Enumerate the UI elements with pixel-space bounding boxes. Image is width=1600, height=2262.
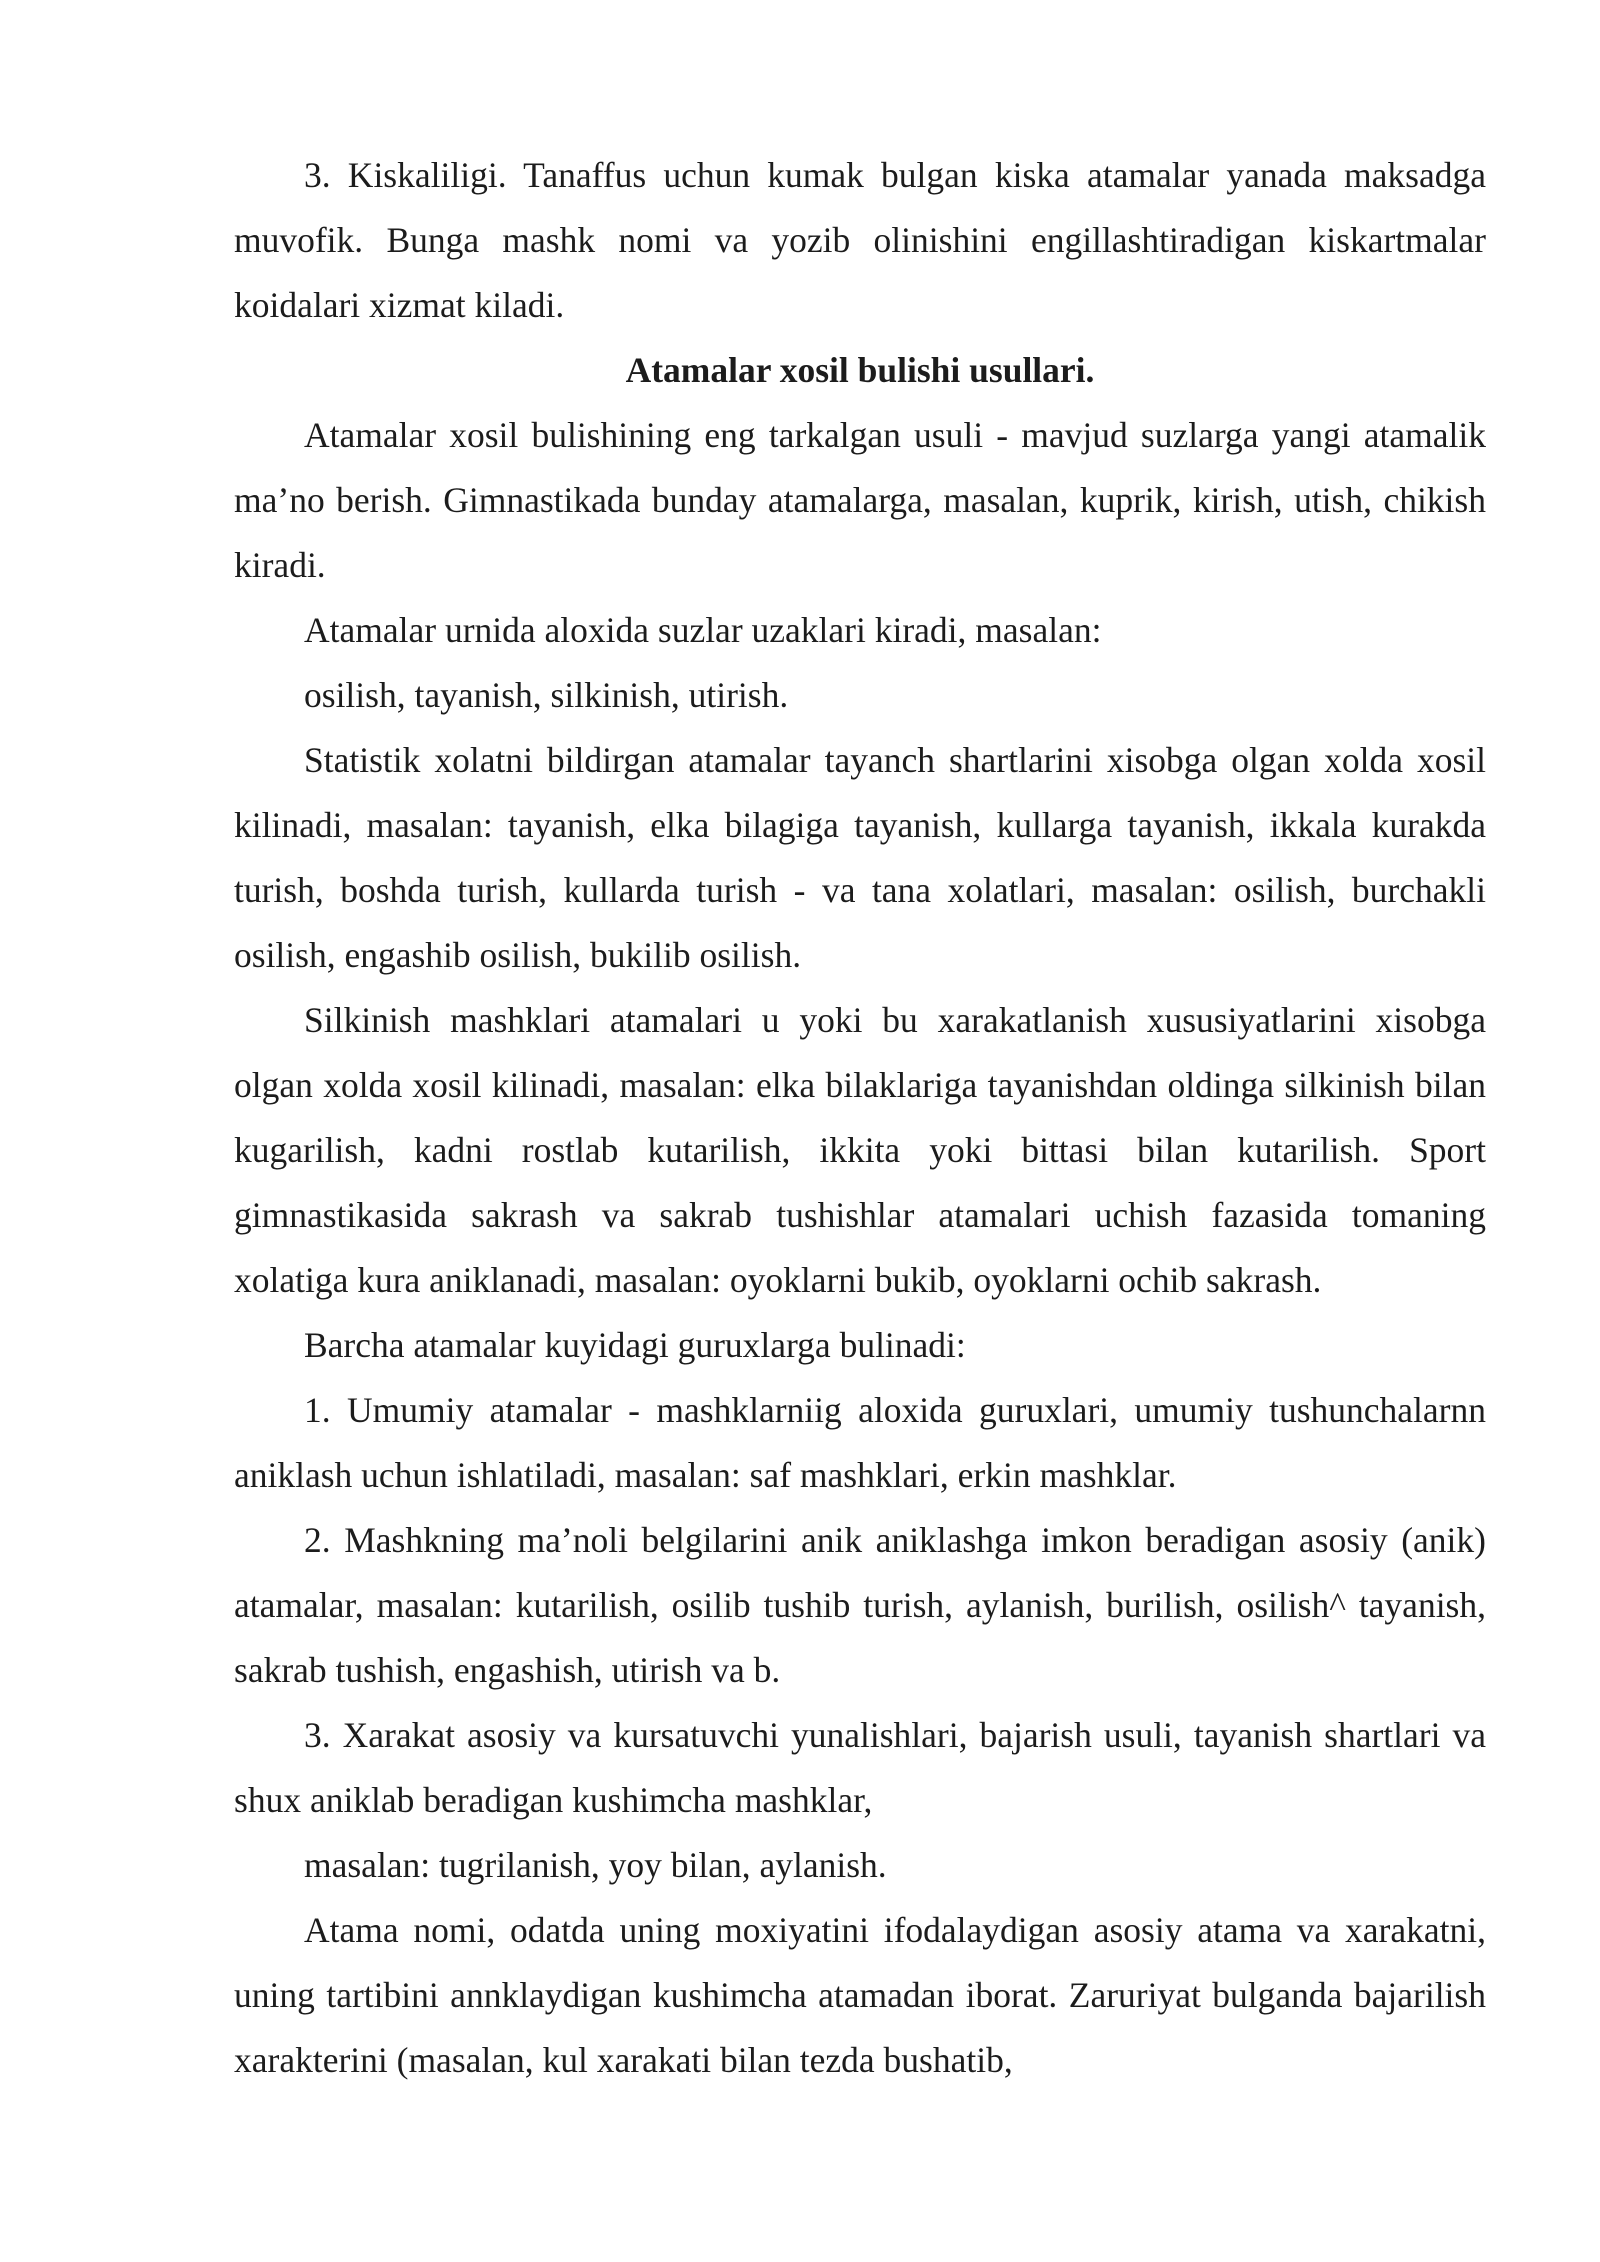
section-heading: Atamalar xosil bulishi usullari.: [625, 350, 1095, 390]
paragraph-kiskaliligi: 3. Kiskaliligi. Tanaffus uchun kumak bulgan kiska atamalar yanada maksadga muvofik. Bunga mashk nomi va yozib olinishini engillashtiradigan kiskartmalar koidalari xizmat kiladi.: [234, 155, 1486, 325]
paragraph-guruxlar-intro: Barcha atamalar kuyidagi guruxlarga bulinadi:: [304, 1325, 966, 1365]
paragraph-suzlar-uzaklari: Atamalar urnida aloxida suzlar uzaklari kiradi, masalan:: [304, 610, 1102, 650]
list-item-umumiy-atamalar: 1. Umumiy atamalar - mashklarniig aloxida guruxlari, umumiy tushunchalarnn aniklash uchun ishlatiladi, masalan: saf mashklari, erkin mashklar.: [234, 1390, 1486, 1495]
list-item-asosiy-atamalar: 2. Mashkning ma’noli belgilarini anik aniklashga imkon beradigan asosiy (anik) atamalar, masalan: kutarilish, osilib tushib turish, aylanish, burilish, osilish^ tayanish, sakrab tushish, engashish, utirish va b.: [234, 1520, 1486, 1690]
paragraph-silkinish-mashklari: Silkinish mashklari atamalari u yoki bu xarakatlanish xususiyatlarini xisobga olgan xolda xosil kilinadi, masalan: elka bilaklariga tayanishdan oldinga silkinish bilan kugarilish, kadni rostlab kutarilish, ikkita yoki bittasi bilan kutarilish. Sport gimnastikasida sakrash va sakrab tushishlar atamalari uchish fazasida tomaning xolatiga kura aniklanadi, masalan: oyoklarni bukib, oyoklarni ochib sakrash.: [234, 1000, 1486, 1300]
paragraph-masalan-examples: masalan: tugrilanish, yoy bilan, aylanish.: [304, 1845, 887, 1885]
paragraph-statistik-xolat: Statistik xolatni bildirgan atamalar tayanch shartlarini xisobga olgan xolda xosil kilinadi, masalan: tayanish, elka bilagiga tayanish, kullarga tayanish, ikkala kurakda turish, boshda turish, kullarda turish - va tana xolatlari, masalan: osilish, burchakli osilish, engashib osilish, bukilib osilish.: [234, 740, 1486, 975]
paragraph-xosil-usuli: Atamalar xosil bulishining eng tarkalgan usuli - mavjud suzlarga yangi atamalik ma’no berish. Gimnastikada bunday atamalarga, masalan, kuprik, kirish, utish, chikish kiradi.: [234, 415, 1486, 585]
paragraph-examples-list: osilish, tayanish, silkinish, utirish.: [304, 675, 789, 715]
paragraph-atama-nomi: Atama nomi, odatda uning moxiyatini ifodalaydigan asosiy atama va xarakatni, uning tartibini annklaydigan kushimcha atamadan iborat. Zaruriyat bulganda bajarilish xarakterini (masalan, kul xarakati bilan tezda bushatib,: [234, 1910, 1486, 2080]
document-page: [234, 143, 1486, 2093]
list-item-kushimcha-mashklar: 3. Xarakat asosiy va kursatuvchi yunalishlari, bajarish usuli, tayanish shartlari va shux aniklab beradigan kushimcha mashklar,: [234, 1715, 1486, 1820]
